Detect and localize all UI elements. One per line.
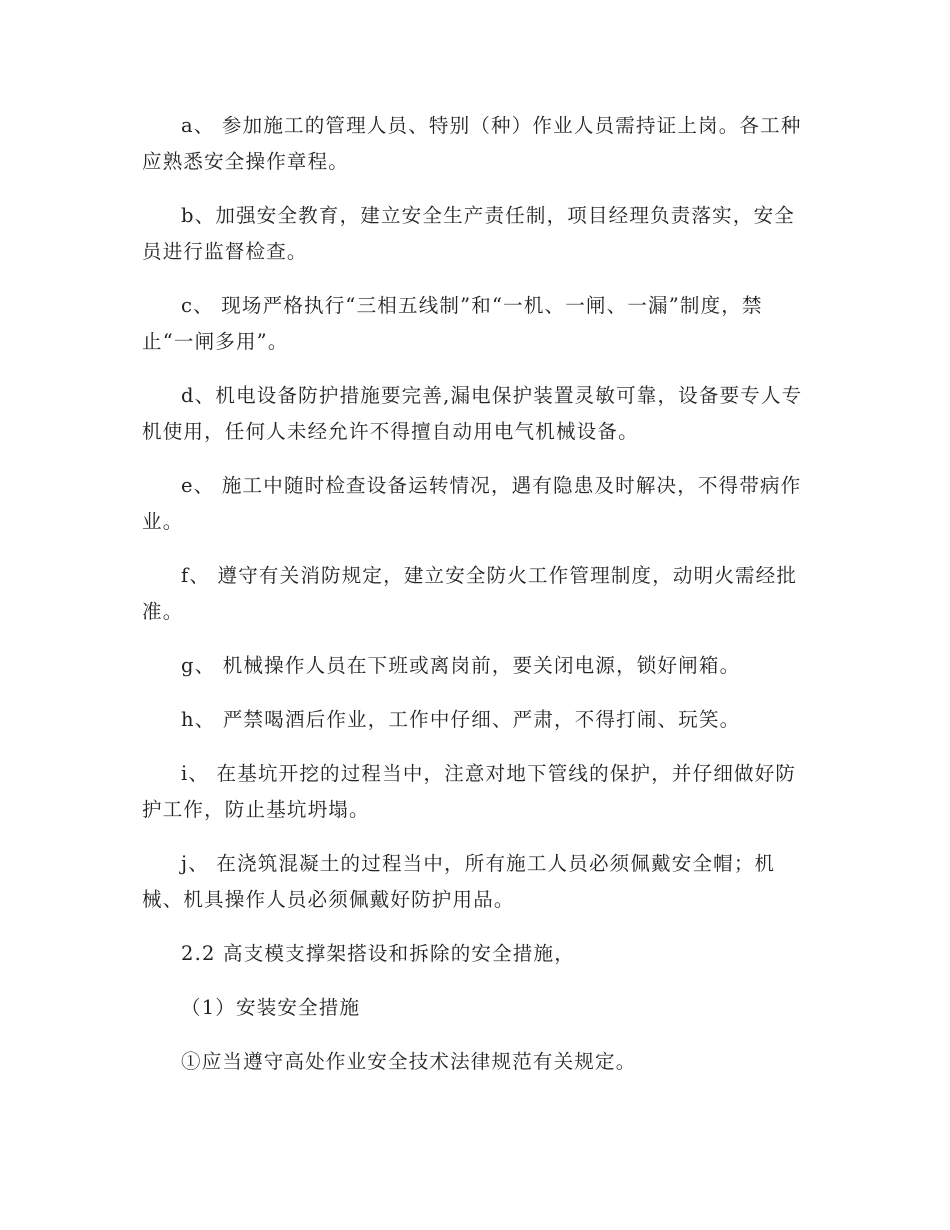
document-body [142, 108, 810, 1098]
paragraph-i: i、 在基坑开挖的过程当中，注意对地下管线的保护，并仔细做好防护工作，防止基坑坍塌。 [142, 762, 797, 821]
section-heading-2-2: 2.2 高支模支撑架搭设和拆除的安全措施， [181, 942, 575, 965]
paragraph-h: h、 严禁喝酒后作业，工作中仔细、严肃，不得打闹、玩笑。 [181, 708, 741, 731]
paragraph-g: g、 机械操作人员在下班或离岗前，要关闭电源，锁好闸箱。 [181, 654, 741, 677]
paragraph-b: b、加强安全教育，建立安全生产责任制，项目经理负责落实，安全员进行监督检查。 [142, 204, 795, 263]
subsection-heading-1: （1）安装安全措施 [181, 996, 361, 1019]
paragraph-a: a、 参加施工的管理人员、特别（种）作业人员需持证上岗。各工种应熟悉安全操作章程。 [142, 114, 802, 173]
paragraph-e: e、 施工中随时检查设备运转情况，遇有隐患及时解决，不得带病作业。 [142, 474, 802, 533]
paragraph-d: d、机电设备防护措施要完善,漏电保护装置灵敏可靠，设备要专人专机使用，任何人未经允许不得擅自动用电气机械设备。 [142, 384, 803, 443]
paragraph-j: j、 在浇筑混凝土的过程当中，所有施工人员必须佩戴安全帽；机械、机具操作人员必须佩戴好防护用品。 [142, 852, 776, 911]
paragraph-f: f、 遵守有关消防规定，建立安全防火工作管理制度，动明火需经批准。 [142, 564, 798, 623]
list-item-1: ①应当遵守高处作业安全技术法律规范有关规定。 [181, 1050, 637, 1073]
paragraph-c: c、 现场严格执行“三相五线制”和“一机、一闸、一漏”制度，禁止“一闸多用”。 [142, 294, 763, 353]
